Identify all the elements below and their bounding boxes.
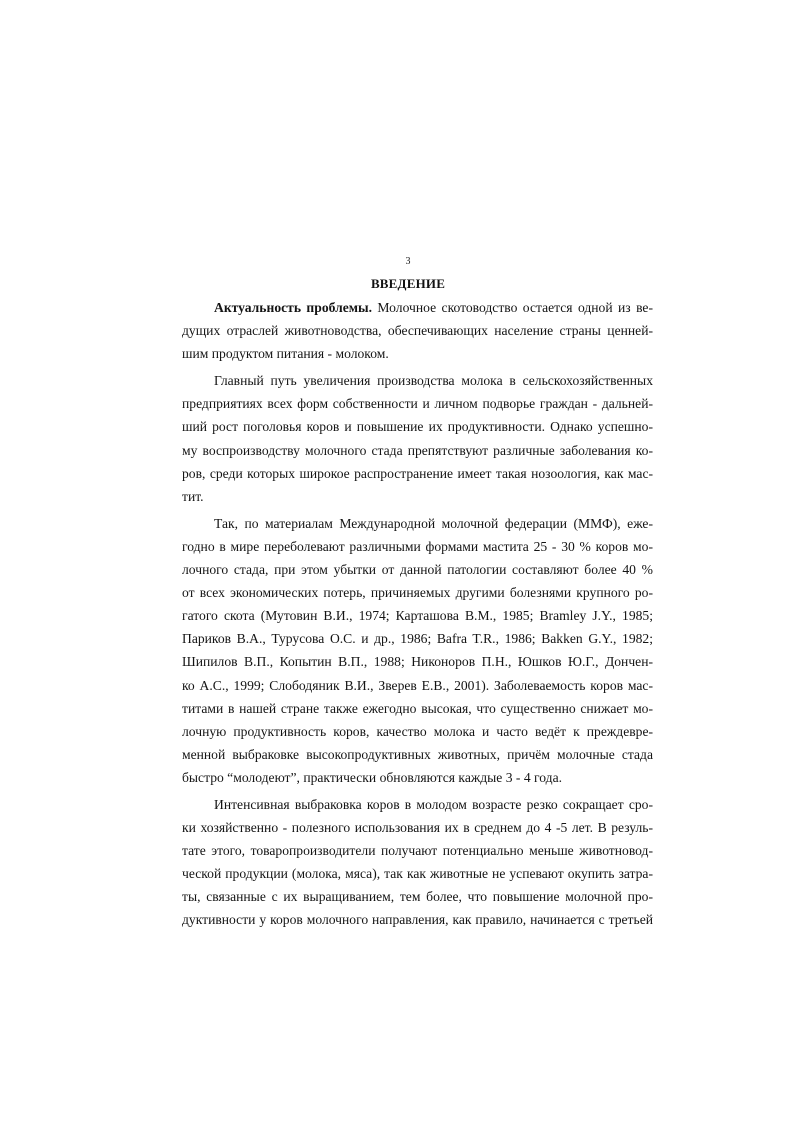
text-line: ров, среди которых широкое распространение имеет такая нозоология, как мас- <box>182 465 653 481</box>
text-line: ческой продукции (молока, мяса), так как животные не успевают окупить затра- <box>182 866 653 882</box>
text-line: лочного стада, при этом убытки от данной патологии составляют более 40 % <box>182 562 653 578</box>
text-line: предприятиях всех форм собственности и личном подворье граждан - дальней- <box>182 396 653 412</box>
page-number: 3 <box>405 256 411 267</box>
text-line: шим продуктом питания - молоком. <box>182 346 389 362</box>
text-line: дуктивности у коров молочного направления, как правило, начинается с третьей <box>182 912 653 928</box>
text-line: Так, по материалам Международной молочной федерации (ММФ), еже- <box>214 515 653 531</box>
text-line: годно в мире переболевают различными формами мастита 25 - 30 % коров мо- <box>182 538 653 554</box>
paragraph-idf-data <box>182 512 653 789</box>
text-line: лочную продуктивность коров, качество молока и часто ведёт к преждевре- <box>182 723 653 739</box>
bold-lead: Актуальность проблемы. <box>214 300 373 315</box>
text-line: ко А.С., 1999; Слободяник В.И., Зверев Е.В., 2001). Заболеваемость коров мас- <box>182 677 653 693</box>
text-line: титами в нашей стране также ежегодно высокая, что существенно снижает мо- <box>182 700 653 716</box>
paragraph-main-path <box>182 369 653 508</box>
text-line: ки хозяйственно - полезного использования их в среднем до 4 -5 лет. В резуль- <box>182 820 653 836</box>
paragraph-relevance <box>182 296 653 365</box>
text-line: гатого скота (Мутовин В.И., 1974; Карташова В.М., 1985; Bramley J.Y., 1985; <box>182 608 653 624</box>
text-line: Париков В.А., Турусова О.С. и др., 1986; Bafra T.R., 1986; Bakken G.Y., 1982; <box>182 631 653 647</box>
text-line: тате этого, товаропроизводители получают потенциально меньше животновод- <box>182 843 653 859</box>
paragraph-culling <box>182 793 653 932</box>
text-line: Шипилов В.П., Копытин В.П., 1988; Никоноров П.Н., Юшков Ю.Г., Дончен- <box>182 654 653 670</box>
text-line: Интенсивная выбраковка коров в молодом возрасте резко сокращает сро- <box>214 796 653 812</box>
section-heading: ВВЕДЕНИЕ <box>370 276 446 291</box>
body-text <box>182 296 653 932</box>
text-line: тит. <box>182 488 204 504</box>
text-line: Главный путь увеличения производства молока в сельскохозяйственных <box>214 373 653 389</box>
text-line: от всех экономических потерь, причиняемых другими болезнями крупного ро- <box>182 585 653 601</box>
text-line: быстро “молодеют”, практически обновляются каждые 3 - 4 года. <box>182 769 563 785</box>
text-line: ты, связанные с их выращиванием, тем более, что повышение молочной про- <box>182 889 653 905</box>
text-line: Актуальность проблемы. Молочное скотоводство остается одной из ве- <box>214 300 653 315</box>
text-line: ший рост поголовья коров и повышение их продуктивности. Однако успешно- <box>182 419 653 435</box>
text-line: менной выбраковке высокопродуктивных животных, причём молочные стада <box>182 746 653 762</box>
text-line: дущих отраслей животноводства, обеспечивающих население страны ценней- <box>182 323 653 339</box>
text-line: му воспроизводству молочного стада препятствуют различные заболевания ко- <box>182 442 653 458</box>
